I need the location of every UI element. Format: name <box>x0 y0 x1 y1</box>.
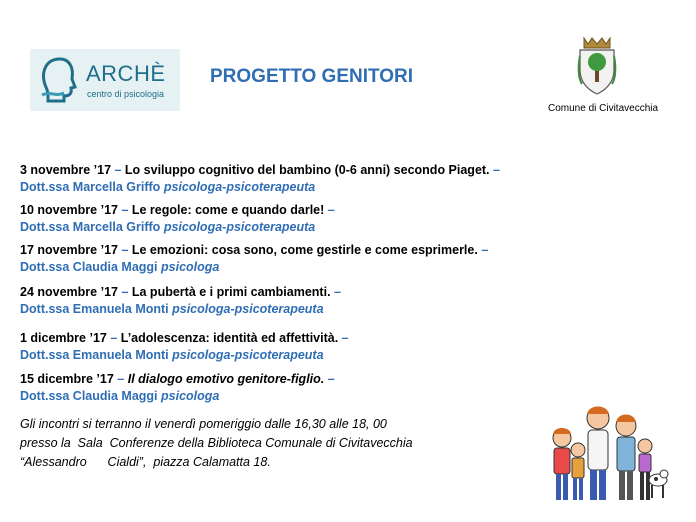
entry-role: psicologa <box>161 389 220 403</box>
entry-end-dash: – <box>477 243 489 257</box>
entry-date: 17 novembre ’17 <box>20 243 118 257</box>
family-drawing-icon <box>540 400 670 510</box>
entry-end-dash: – <box>324 203 335 217</box>
page-title: PROGETTO GENITORI <box>210 66 414 87</box>
entry-date: 24 novembre ’17 <box>20 285 118 299</box>
coat-of-arms-icon <box>574 36 620 98</box>
logo-subtitle: centro di psicologia <box>87 89 165 99</box>
info-line: “Alessandro Cialdi”, piazza Calamatta 18. <box>20 455 271 469</box>
schedule-entry <box>20 242 488 276</box>
entry-end-dash: – <box>324 372 335 386</box>
entry-doctor: Dott.ssa Emanuela Monti <box>20 348 169 362</box>
entry-dash: – <box>106 331 121 345</box>
entry-end-dash: – <box>489 163 500 177</box>
entry-dash: – <box>117 243 132 257</box>
entry-dash: – <box>117 285 132 299</box>
entry-dash: – <box>117 203 132 217</box>
entry-role: psicologa <box>161 260 220 274</box>
info-line: Gli incontri si terranno il venerdì pomeriggio dalle 16,30 alle 18, 00 <box>20 417 387 431</box>
entry-topic: L’adolescenza: identità ed affettività. <box>120 331 339 345</box>
head-silhouette-icon <box>38 55 82 105</box>
schedule-entry <box>20 330 349 364</box>
entry-date: 15 dicembre ’17 <box>20 372 114 386</box>
entry-doctor: Dott.ssa Claudia Maggi <box>20 260 158 274</box>
entry-end-dash: – <box>330 285 341 299</box>
entry-role: psicologa-psicoterapeuta <box>172 302 324 316</box>
entry-date: 1 dicembre ’17 <box>20 331 107 345</box>
entry-topic: Lo sviluppo cognitivo del bambino (0-6 anni) secondo Piaget. <box>124 163 490 177</box>
entry-topic: La pubertà e i primi cambiamenti. <box>131 285 331 299</box>
comune-label: Comune di Civitavecchia <box>548 103 659 114</box>
entry-end-dash: – <box>338 331 349 345</box>
entry-role: psicologa-psicoterapeuta <box>163 220 316 234</box>
info-line: presso la Sala Conferenze della Biblioteca Comunale di Civitavecchia <box>20 436 413 450</box>
entry-topic: Le emozioni: cosa sono, come gestirle e come esprimerle. <box>131 243 478 257</box>
meeting-info <box>20 415 413 472</box>
schedule-entry <box>20 202 335 236</box>
entry-doctor: Dott.ssa Marcella Griffo <box>20 220 161 234</box>
entry-dash: – <box>113 372 128 386</box>
schedule-entry <box>20 371 335 405</box>
entry-doctor: Dott.ssa Marcella Griffo <box>20 180 161 194</box>
entry-role: psicologa-psicoterapeuta <box>163 180 316 194</box>
entry-role: psicologa-psicoterapeuta <box>172 348 324 362</box>
entry-topic: Il dialogo emotivo genitore-figlio. <box>127 372 325 386</box>
entry-dash: – <box>111 163 125 177</box>
entry-topic: Le regole: come e quando darle! <box>131 203 325 217</box>
entry-doctor: Dott.ssa Emanuela Monti <box>20 302 169 316</box>
entry-doctor: Dott.ssa Claudia Maggi <box>20 389 158 403</box>
entry-date: 3 novembre ’17 <box>20 163 112 177</box>
entry-date: 10 novembre ’17 <box>20 203 118 217</box>
logo-name: ARCHÈ <box>86 61 166 86</box>
arche-logo <box>30 49 180 111</box>
schedule-entry <box>20 284 341 318</box>
schedule-entry <box>20 162 500 196</box>
